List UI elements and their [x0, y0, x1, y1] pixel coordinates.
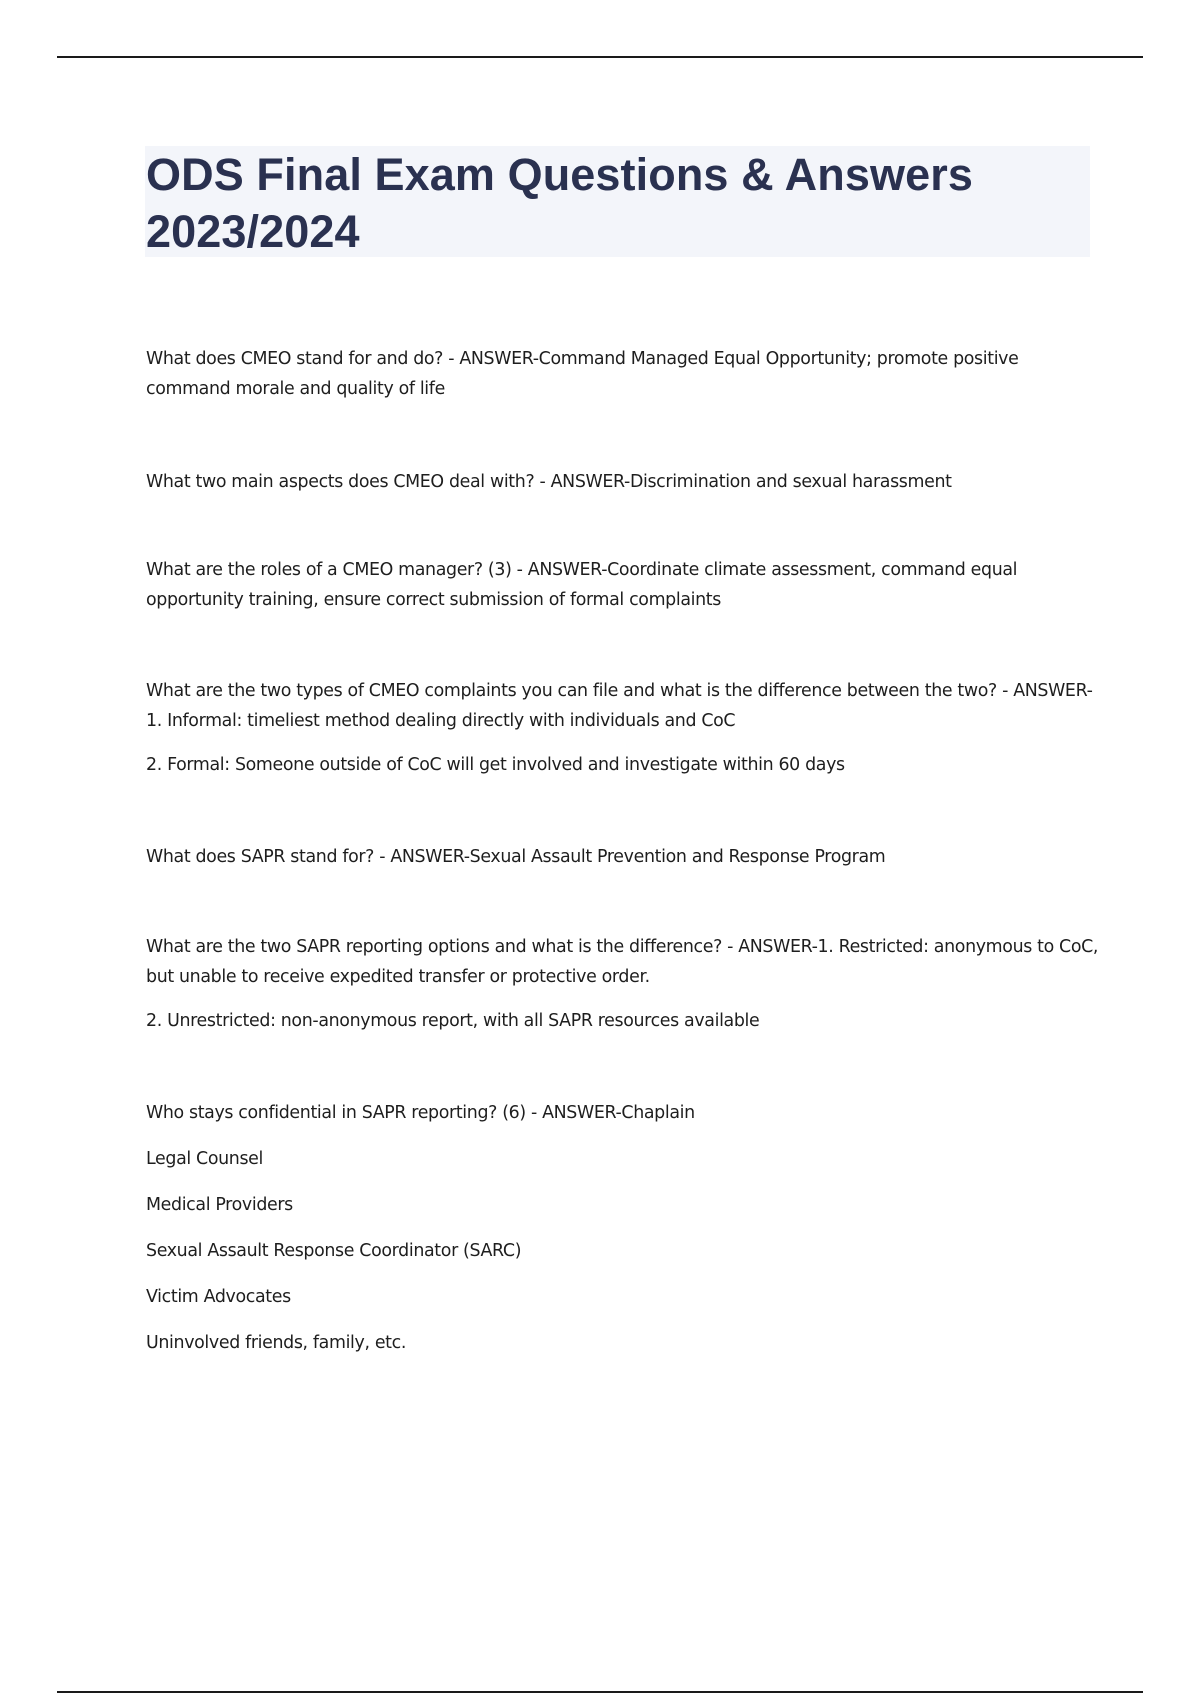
- top-rule: [57, 56, 1143, 58]
- qa-text: What are the two types of CMEO complaints you can file and what is the difference between the two? - ANSWER-1. Informal: timeliest method dealing directly with individuals and CoC: [146, 681, 1093, 731]
- qa-item-cmeo-aspects: [146, 467, 1106, 497]
- qa-continuation: 2. Formal: Someone outside of CoC will get involved and investigate within 60 days: [146, 755, 845, 775]
- list-item: Victim Advocates: [146, 1287, 291, 1307]
- list-item: Legal Counsel: [146, 1149, 264, 1169]
- list-item: Uninvolved friends, family, etc.: [146, 1333, 407, 1353]
- qa-item-sapr-meaning: [146, 842, 1106, 872]
- qa-text: What does SAPR stand for? - ANSWER-Sexual Assault Prevention and Response Program: [146, 847, 886, 867]
- qa-text: What two main aspects does CMEO deal with? - ANSWER-Discrimination and sexual harassment: [146, 472, 952, 492]
- qa-continuation: 2. Unrestricted: non-anonymous report, with all SAPR resources available: [146, 1011, 760, 1031]
- qa-text: What are the two SAPR reporting options and what is the difference? - ANSWER-1. Restricted: anonymous to CoC, but unable to receive expedited transfer or protective order.: [146, 937, 1099, 987]
- qa-item-cmeo-complaint-types: [146, 676, 1106, 780]
- qa-text: What does CMEO stand for and do? - ANSWER-Command Managed Equal Opportunity; promote positive command morale and quality of life: [146, 349, 1019, 399]
- document-title: ODS Final Exam Questions & Answers 2023/2024: [146, 149, 973, 257]
- bottom-rule: [57, 1691, 1143, 1693]
- list-item: Sexual Assault Response Coordinator (SARC): [146, 1241, 522, 1261]
- qa-text: Who stays confidential in SAPR reporting? (6) - ANSWER-Chaplain: [146, 1103, 695, 1123]
- qa-item-cmeo-manager-roles: [146, 555, 1106, 615]
- qa-item-cmeo-meaning: [146, 344, 1106, 404]
- qa-item-sapr-options: [146, 932, 1106, 1036]
- qa-item-sapr-confidential: [146, 1098, 1106, 1358]
- qa-text: What are the roles of a CMEO manager? (3) - ANSWER-Coordinate climate assessment, command equal opportunity training, ensure correct submission of formal complaints: [146, 560, 1018, 610]
- list-item: Medical Providers: [146, 1195, 293, 1215]
- confidential-list: [146, 1144, 1106, 1358]
